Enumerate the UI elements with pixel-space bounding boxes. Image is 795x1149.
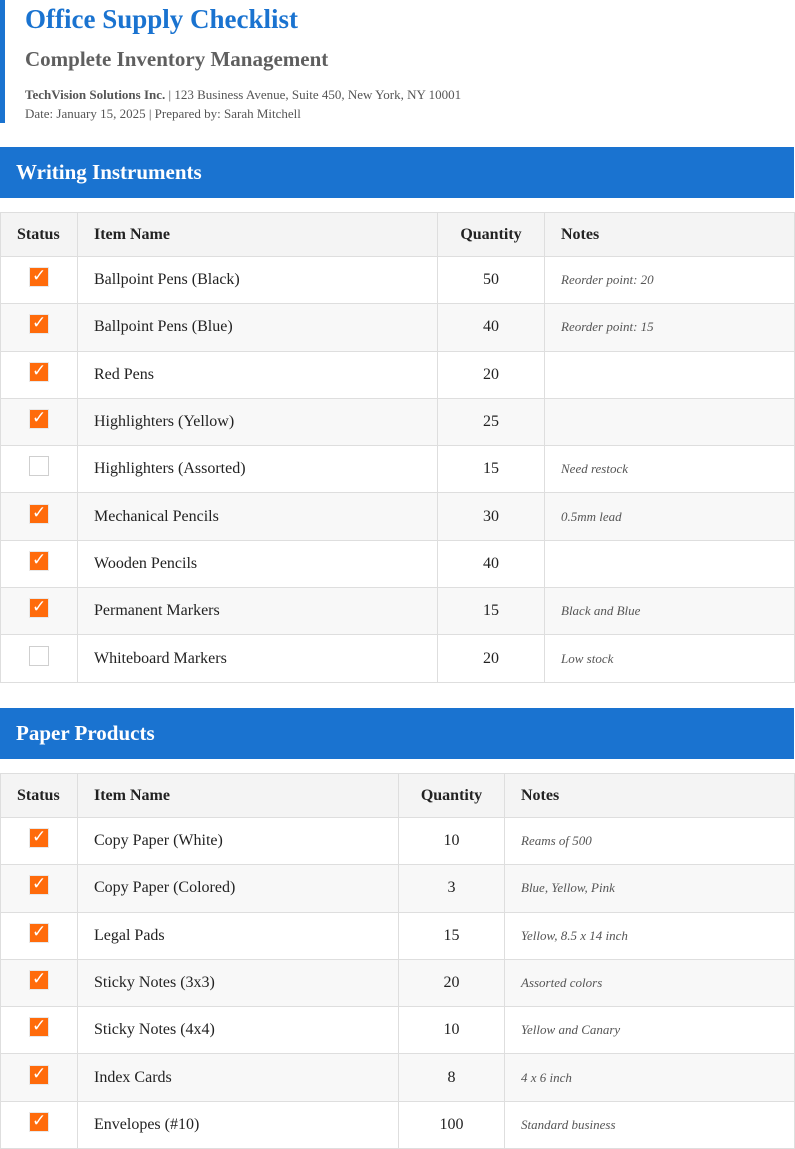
table-header-row: [1, 213, 795, 257]
checkbox-checked-icon[interactable]: [29, 362, 49, 382]
checkbox-checked-icon[interactable]: [29, 267, 49, 287]
column-header-notes: Notes: [545, 213, 795, 257]
item-quantity: 10: [399, 1007, 505, 1054]
item-notes: Need restock: [545, 446, 795, 493]
item-name: Envelopes (#10): [78, 1101, 399, 1148]
item-name: Wooden Pencils: [78, 540, 438, 587]
document-header: [0, 0, 794, 123]
checkbox-empty-icon[interactable]: [29, 646, 49, 666]
item-notes: 4 x 6 inch: [505, 1054, 795, 1101]
table-row: [1, 588, 795, 635]
checkbox-checked-icon[interactable]: [29, 504, 49, 524]
item-name: Highlighters (Yellow): [78, 398, 438, 445]
table-row: [1, 865, 795, 912]
item-notes: Yellow and Canary: [505, 1007, 795, 1054]
company-address: | 123 Business Avenue, Suite 450, New York, NY 10001: [165, 87, 462, 102]
item-notes: [545, 398, 795, 445]
item-notes: Low stock: [545, 635, 795, 682]
item-name: Red Pens: [78, 351, 438, 398]
table-row: [1, 540, 795, 587]
item-quantity: 3: [399, 865, 505, 912]
item-notes: Yellow, 8.5 x 14 inch: [505, 912, 795, 959]
table-row: [1, 446, 795, 493]
checkbox-checked-icon[interactable]: [29, 828, 49, 848]
item-quantity: 40: [438, 304, 545, 351]
item-notes: Reorder point: 15: [545, 304, 795, 351]
table-row: [1, 304, 795, 351]
status-cell: [1, 351, 78, 398]
checkbox-checked-icon[interactable]: [29, 1017, 49, 1037]
item-name: Ballpoint Pens (Blue): [78, 304, 438, 351]
item-quantity: 100: [399, 1101, 505, 1148]
table-row: [1, 493, 795, 540]
paper-products-table: [0, 773, 795, 1149]
company-line: [25, 86, 461, 103]
checkbox-checked-icon[interactable]: [29, 314, 49, 334]
checkbox-checked-icon[interactable]: [29, 409, 49, 429]
item-notes: Black and Blue: [545, 588, 795, 635]
checkbox-checked-icon[interactable]: [29, 923, 49, 943]
item-quantity: 8: [399, 1054, 505, 1101]
item-quantity: 30: [438, 493, 545, 540]
item-notes: Blue, Yellow, Pink: [505, 865, 795, 912]
status-cell: [1, 446, 78, 493]
column-header-item-name: Item Name: [78, 774, 399, 818]
table-row: [1, 398, 795, 445]
column-header-quantity: Quantity: [399, 774, 505, 818]
checkbox-checked-icon[interactable]: [29, 970, 49, 990]
page-title: Office Supply Checklist: [25, 4, 299, 34]
item-quantity: 20: [438, 351, 545, 398]
table-row: [1, 959, 795, 1006]
writing-instruments-table: [0, 212, 795, 683]
item-name: Sticky Notes (4x4): [78, 1007, 399, 1054]
status-cell: [1, 865, 78, 912]
status-cell: [1, 493, 78, 540]
item-notes: Reams of 500: [505, 818, 795, 865]
item-notes: [545, 351, 795, 398]
section-header-paper-products: Paper Products: [0, 708, 794, 759]
checkbox-checked-icon[interactable]: [29, 1065, 49, 1085]
table-header-row: [1, 774, 795, 818]
checkbox-checked-icon[interactable]: [29, 598, 49, 618]
item-name: Mechanical Pencils: [78, 493, 438, 540]
table-row: [1, 1054, 795, 1101]
status-cell: [1, 635, 78, 682]
item-name: Sticky Notes (3x3): [78, 959, 399, 1006]
column-header-notes: Notes: [505, 774, 795, 818]
item-name: Whiteboard Markers: [78, 635, 438, 682]
item-quantity: 15: [438, 446, 545, 493]
item-notes: Standard business: [505, 1101, 795, 1148]
item-notes: Reorder point: 20: [545, 257, 795, 304]
column-header-item-name: Item Name: [78, 213, 438, 257]
item-quantity: 40: [438, 540, 545, 587]
table-row: [1, 1007, 795, 1054]
checkbox-checked-icon[interactable]: [29, 551, 49, 571]
status-cell: [1, 588, 78, 635]
item-quantity: 20: [438, 635, 545, 682]
item-name: Ballpoint Pens (Black): [78, 257, 438, 304]
status-cell: [1, 1101, 78, 1148]
status-cell: [1, 959, 78, 1006]
status-cell: [1, 1007, 78, 1054]
column-header-quantity: Quantity: [438, 213, 545, 257]
item-notes: Assorted colors: [505, 959, 795, 1006]
table-row: [1, 912, 795, 959]
item-name: Legal Pads: [78, 912, 399, 959]
item-quantity: 10: [399, 818, 505, 865]
item-quantity: 20: [399, 959, 505, 1006]
table-row: [1, 257, 795, 304]
item-name: Index Cards: [78, 1054, 399, 1101]
date-line: Date: January 15, 2025 | Prepared by: Sarah Mitchell: [25, 106, 301, 121]
checkbox-checked-icon[interactable]: [29, 1112, 49, 1132]
item-quantity: 25: [438, 398, 545, 445]
item-quantity: 15: [438, 588, 545, 635]
checkbox-empty-icon[interactable]: [29, 456, 49, 476]
status-cell: [1, 257, 78, 304]
status-cell: [1, 818, 78, 865]
section-header-writing-instruments: Writing Instruments: [0, 147, 794, 198]
table-row: [1, 351, 795, 398]
item-name: Copy Paper (White): [78, 818, 399, 865]
table-row: [1, 635, 795, 682]
checkbox-checked-icon[interactable]: [29, 875, 49, 895]
table-row: [1, 1101, 795, 1148]
item-name: Copy Paper (Colored): [78, 865, 399, 912]
status-cell: [1, 1054, 78, 1101]
page-subtitle: Complete Inventory Management: [25, 47, 329, 71]
item-name: Permanent Markers: [78, 588, 438, 635]
status-cell: [1, 304, 78, 351]
status-cell: [1, 912, 78, 959]
item-name: Highlighters (Assorted): [78, 446, 438, 493]
item-quantity: 15: [399, 912, 505, 959]
column-header-status: Status: [1, 213, 78, 257]
status-cell: [1, 540, 78, 587]
company-name: TechVision Solutions Inc.: [25, 87, 166, 102]
item-notes: 0.5mm lead: [545, 493, 795, 540]
table-row: [1, 818, 795, 865]
item-notes: [545, 540, 795, 587]
item-quantity: 50: [438, 257, 545, 304]
column-header-status: Status: [1, 774, 78, 818]
status-cell: [1, 398, 78, 445]
